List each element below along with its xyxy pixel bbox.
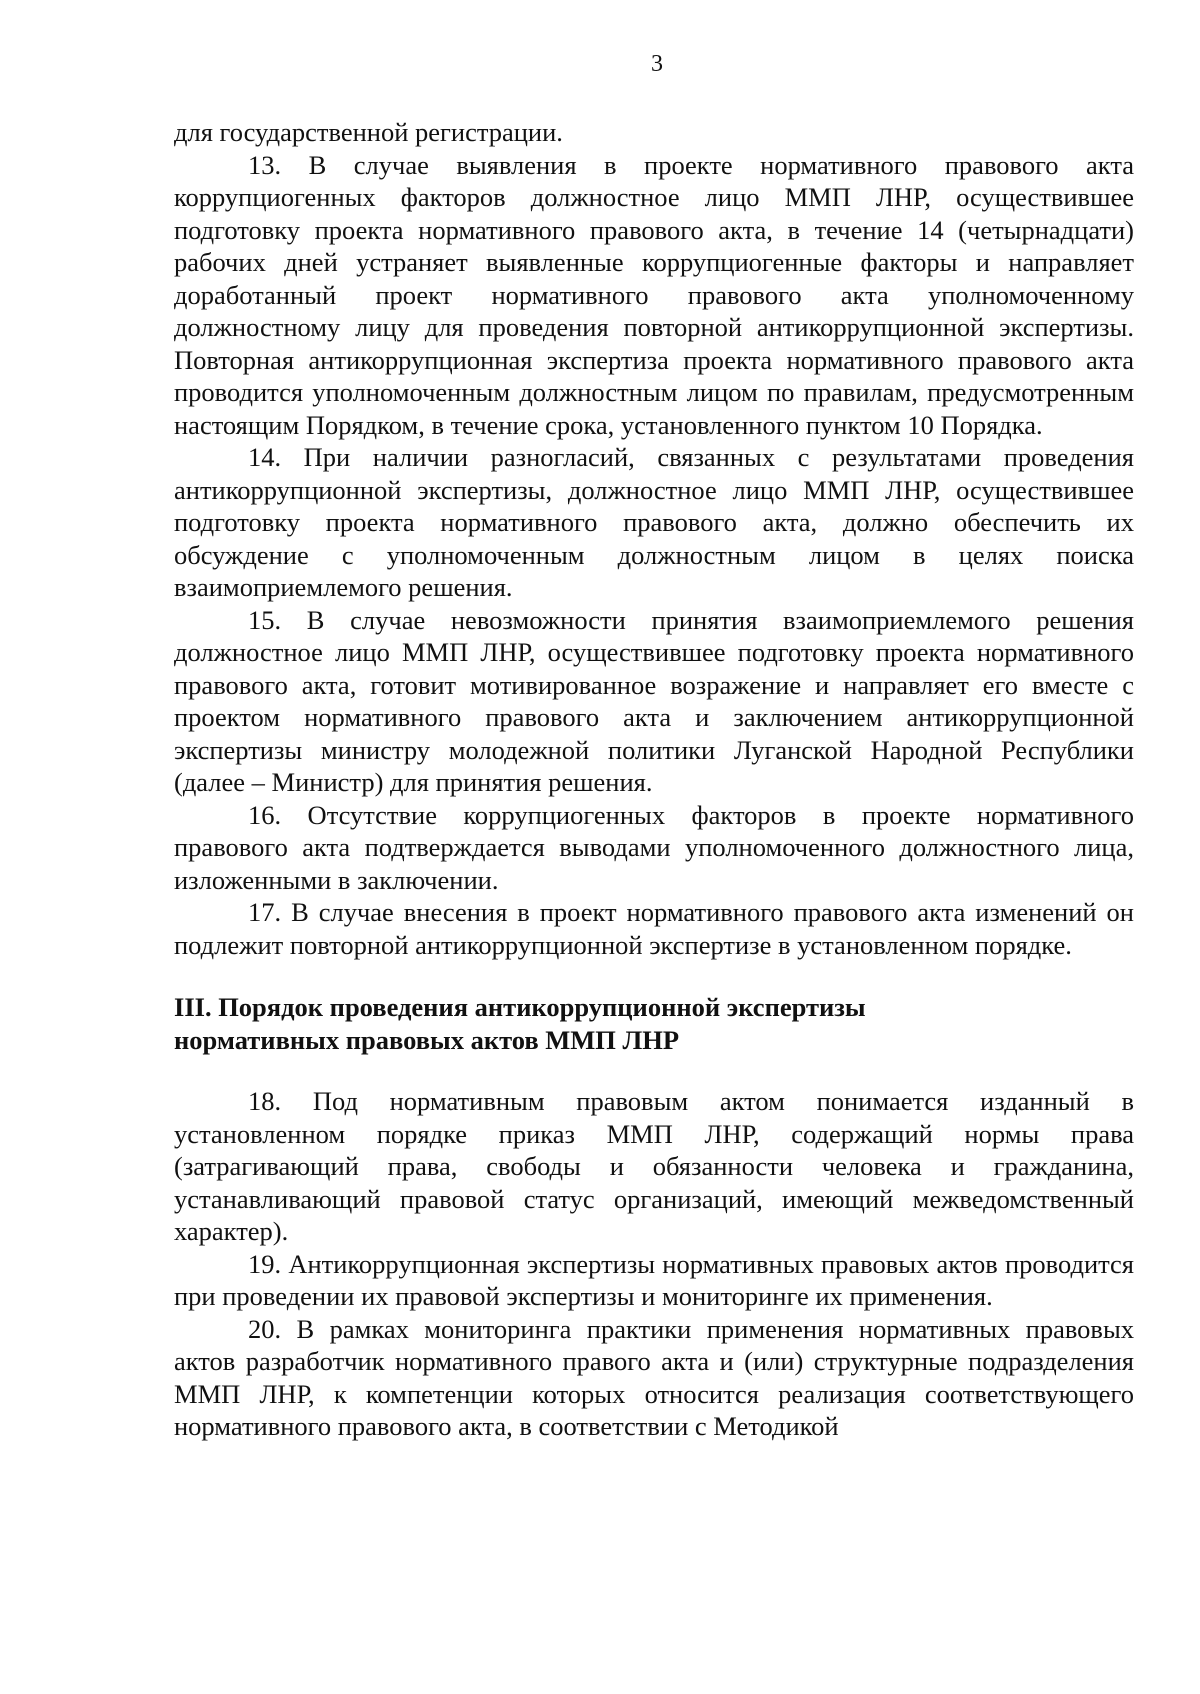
section-heading-line-2: нормативных правовых актов ММП ЛНР (174, 1024, 680, 1055)
page-number: 3 (651, 51, 663, 77)
document-body (174, 116, 1134, 1443)
paragraph-19: 19. Антикоррупционная экспертизы нормативных правовых актов проводится при проведении их правовой экспертизы и мониторинге их применения. (174, 1248, 1134, 1311)
paragraph-14: 14. При наличии разногласий, связанных с результатами проведения антикоррупционной экспертизы, должностное лицо ММП ЛНР, осуществившее подготовку проекта нормативного правового акта, должно обеспечить их обсуждение с уполномоченным должностным лицом в целях поиска взаимоприемлемого решения. (174, 442, 1134, 602)
paragraph-15: 15. В случае невозможности принятия взаимоприемлемого решения должностное лицо ММП ЛНР, осуществившее подготовку проекта нормативного правового акта, готовит мотивированное возражение и направляет его вместе с проектом нормативного правового акта и заключением антикоррупционной экспертизы министру молодежной политики Луганской Народной Республики (далее – Министр) для принятия решения. (174, 604, 1134, 797)
paragraph-18: 18. Под нормативным правовым актом понимается изданный в установленном порядке приказ ММП ЛНР, содержащий нормы права (затрагивающий права, свободы и обязанности человека и гражданина, устанавливающий правовой статус организаций, имеющий межведомственный характер). (174, 1086, 1134, 1246)
paragraph-20: 20. В рамках мониторинга практики применения нормативных правовых актов разработчик нормативного правого акта и (или) структурные подразделения ММП ЛНР, к компетенции которых относится реализация соответствующего нормативного правового акта, в соответствии с Методикой (174, 1313, 1134, 1441)
paragraph-16: 16. Отсутствие коррупциогенных факторов в проекте нормативного правового акта подтверждается выводами уполномоченного должностного лица, изложенными в заключении. (174, 799, 1134, 895)
section-heading-line-1: III. Порядок проведения антикоррупционной экспертизы (174, 992, 866, 1022)
paragraph-continuation: для государственной регистрации. (174, 117, 563, 147)
paragraph-17: 17. В случае внесения в проект нормативного правового акта изменений он подлежит повторной антикоррупционной экспертизе в установленном порядке. (174, 897, 1134, 960)
section-heading (174, 991, 1134, 1056)
paragraph-13: 13. В случае выявления в проекте нормативного правового акта коррупциогенных факторов должностное лицо ММП ЛНР, осуществившее подготовку проекта нормативного правового акта, в течение 14 (четырнадцати) рабочих дней устраняет выявленные коррупциогенные факторы и направляет доработанный проект нормативного правового акта уполномоченному должностному лицу для проведения повторной антикоррупционной экспертизы. Повторная антикоррупционная экспертиза проекта нормативного правового акта проводится уполномоченным должностным лицом по правилам, предусмотренным настоящим Порядком, в течение срока, установленного пунктом 10 Порядка. (174, 149, 1134, 440)
